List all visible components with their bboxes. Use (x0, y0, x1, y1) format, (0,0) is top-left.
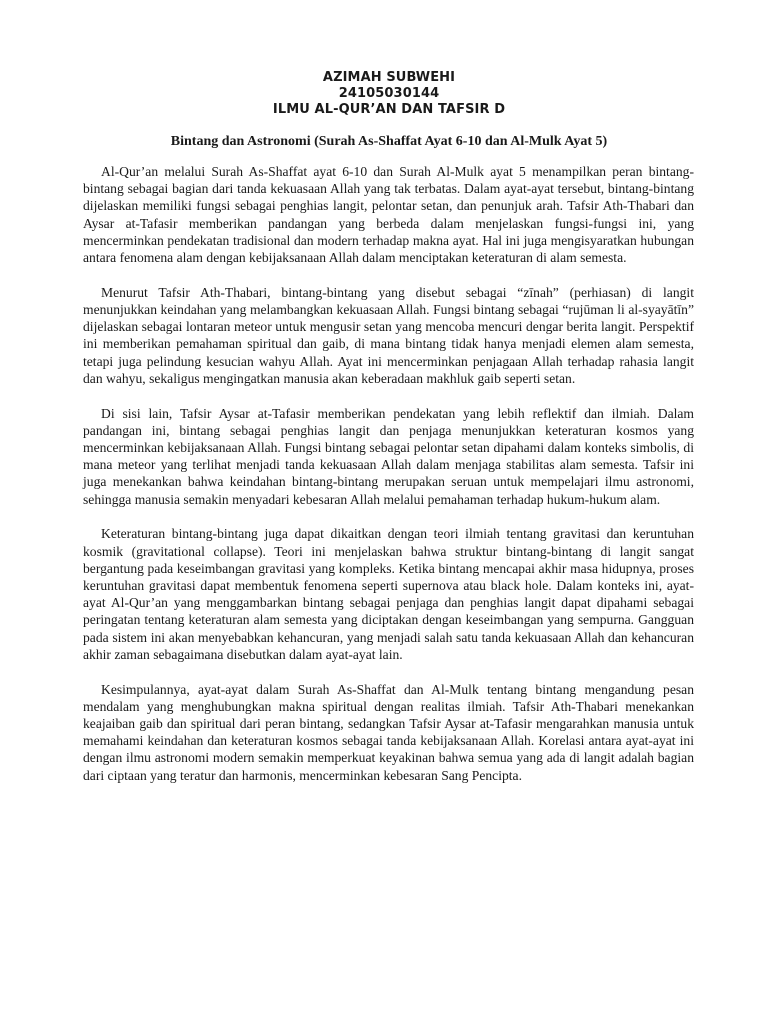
paragraph-3: Di sisi lain, Tafsir Aysar at-Tafasir memberikan pendekatan yang lebih reflektif dan ilmiah. Dalam pandangan ini, bintang sebagai penghias langit dan penjaga menunjukkan keteraturan kosmos yang mencerminkan kebijaksanaan Allah. Fungsi bintang sebagai pelontar setan dipahami dalam konteks simbolis, di mana meteor yang terlihat menjadi tanda kekuasaan Allah dalam menjaga stabilitas alam semesta. Tafsir ini juga menekankan bahwa keindahan bintang-bintang merupakan seruan untuk mempelajari ilmu astronomi, sehingga manusia semakin menyadari kebesaran Allah melalui pemahaman terhadap hukum-hukum alam. (83, 405, 694, 507)
document-body (83, 163, 694, 801)
document-title: Bintang dan Astronomi (Surah As-Shaffat Ayat 6-10 dan Al-Mulk Ayat 5) (170, 134, 608, 149)
paragraph-5: Kesimpulannya, ayat-ayat dalam Surah As-Shaffat dan Al-Mulk tentang bintang mengandung pesan mendalam yang menghubungkan makna spiritual dengan realitas ilmiah. Tafsir Ath-Thabari menekankan keajaiban gaib dan spiritual dari peran bintang, sedangkan Tafsir Aysar at-Tafasir mengarahkan manusia untuk memahami keindahan dan keteraturan kosmos sebagai tanda kebijaksanaan Allah. Korelasi antara ayat-ayat ini dengan ilmu astronomi modern semakin memperkuat keyakinan bahwa semua yang ada di langit adalah bagian dari ciptaan yang teratur dan harmonis, mencerminkan kebesaran Sang Pencipta. (83, 681, 694, 783)
paragraph-1: Al-Qur’an melalui Surah As-Shaffat ayat 6-10 dan Surah Al-Mulk ayat 5 menampilkan peran bintang-bintang sebagai bagian dari tanda kekuasaan Allah yang tak terbatas. Dalam ayat-ayat tersebut, bintang-bintang dijelaskan memiliki fungsi sebagai penghias langit, pelontar setan, dan penunjuk arah. Tafsir Ath-Thabari dan Aysar at-Tafasir memberikan pandangan yang berbeda dalam menjelaskan fungsi-fungsi ini, yang mencerminkan pendekatan tradisional dan modern terhadap makna ayat. Hal ini juga mengisyaratkan hubungan antara fenomena alam dengan kebijaksanaan Allah dalam menciptakan keteraturan di alam semesta. (83, 164, 694, 266)
paragraph-4: Keteraturan bintang-bintang juga dapat dikaitkan dengan teori ilmiah tentang gravitasi dan keruntuhan kosmik (gravitational collapse). Teori ini menjelaskan bahwa struktur bintang-bintang di langit sangat bergantung pada keseimbangan gravitasi yang kompleks. Ketika bintang mencapai akhir masa hidupnya, proses keruntuhan gravitasi dapat membentuk fenomena seperti supernova atau black hole. Dalam konteks ini, ayat-ayat Al-Qur’an yang menggambarkan bintang sebagai penjaga dan penghias langit dapat dipahami sebagai peringatan tentang keteraturan alam semesta yang diciptakan dengan keseimbangan yang sempurna. Gangguan pada sistem ini akan menyebabkan kehancuran, yang menjadi salah satu tanda kekuasaan Allah dan kehancuran akhir zaman sebagaimana disebutkan dalam ayat-ayat lain. (83, 526, 694, 662)
document-header (0, 70, 768, 118)
paragraph-2: Menurut Tafsir Ath-Thabari, bintang-bintang yang disebut sebagai “zīnah” (perhiasan) di langit menunjukkan keindahan yang melambangkan kekuasaan Allah. Fungsi bintang sebagai “rujūman li al-syayātīn” dijelaskan sebagai lontaran meteor untuk mengusir setan yang mencoba mencuri dengar berita langit. Perspektif ini memberikan pemahaman spiritual dan gaib, di mana bintang tidak hanya menjadi elemen alam semesta, tetapi juga pelindung kesucian wahyu Allah. Ayat ini mencerminkan penjagaan Allah terhadap rahasia langit dan wahyu, sekaligus mengingatkan manusia akan keberadaan makhluk gaib seperti setan. (83, 284, 694, 386)
student-id: 24105030144 (338, 86, 440, 101)
study-program: ILMU AL-QUR’AN DAN TAFSIR D (272, 102, 506, 117)
author-name: AZIMAH SUBWEHI (322, 70, 456, 85)
